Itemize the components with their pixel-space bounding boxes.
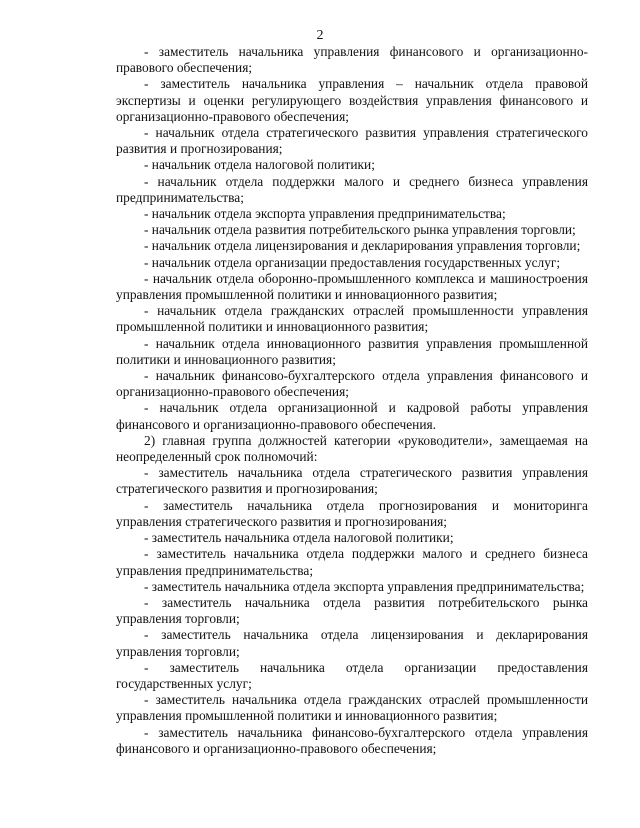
document-body xyxy=(116,44,588,757)
list-item: - заместитель начальника управления – начальник отдела правовой экспертизы и оценки регулирующего воздействия управления финансового и организационно-правового обеспечения; xyxy=(116,76,588,124)
list-item: - начальник отдела развития потребительского рынка управления торговли; xyxy=(144,222,576,238)
list-item: - начальник отдела организации предоставления государственных услуг; xyxy=(144,254,561,270)
list-item: - начальник отдела оборонно-промышленного комплекса и машиностроения управления промышленной политики и инновационного развития; xyxy=(116,270,588,303)
list-item: - начальник отдела инновационного развития управления промышленной политики и инновационного развития; xyxy=(116,335,588,367)
list-item: - начальник финансово-бухгалтерского отдела управления финансового и организационно-правового обеспечения; xyxy=(116,368,588,400)
list-item: - заместитель начальника финансово-бухгалтерского отдела управления финансового и организационно-правового обеспечения; xyxy=(116,724,588,756)
list-item: - начальник отдела налоговой политики; xyxy=(144,157,375,173)
list-item: - заместитель начальника отдела налоговой политики; xyxy=(144,530,454,546)
list-item: - начальник отдела организационной и кадровой работы управления финансового и организационно-правового обеспечения. xyxy=(116,400,588,432)
list-item: - начальник отдела экспорта управления предпринимательства; xyxy=(144,206,506,222)
list-item: - заместитель начальника отдела гражданских отраслей промышленности управления промышленной политики и инновационного развития; xyxy=(116,692,588,724)
list-item: - начальник отдела гражданских отраслей промышленности управления промышленной политики и инновационного развития; xyxy=(116,303,588,335)
list-item: - заместитель начальника отдела развития потребительского рынка управления торговли; xyxy=(116,594,588,627)
list-item: - заместитель начальника отдела экспорта управления предпринимательства; xyxy=(144,578,585,594)
list-item: - заместитель начальника отдела стратегического развития управления стратегического развития и прогнозирования; xyxy=(116,465,588,497)
list-item: - заместитель начальника отдела прогнозирования и мониторинга управления стратегического развития и прогнозирования; xyxy=(116,497,588,529)
list-item: - начальник отдела поддержки малого и среднего бизнеса управления предпринимательства; xyxy=(116,173,588,205)
list-item: - заместитель начальника управления финансового и организационно-правового обеспечения; xyxy=(116,44,588,76)
list-item: - заместитель начальника отдела лицензирования и декларирования управления торговли; xyxy=(116,627,588,659)
section-heading: 2) главная группа должностей категории «руководители», замещаемая на неопределенный срок полномочий: xyxy=(116,432,588,465)
list-item: - заместитель начальника отдела организации предоставления государственных услуг; xyxy=(116,659,588,691)
list-item: - начальник отдела стратегического развития управления стратегического развития и прогнозирования; xyxy=(116,125,588,157)
list-item: - начальник отдела лицензирования и декларирования управления торговли; xyxy=(144,238,581,254)
list-item: - заместитель начальника отдела поддержки малого и среднего бизнеса управления предпринимательства; xyxy=(116,546,588,578)
page-number: 2 xyxy=(316,28,324,43)
